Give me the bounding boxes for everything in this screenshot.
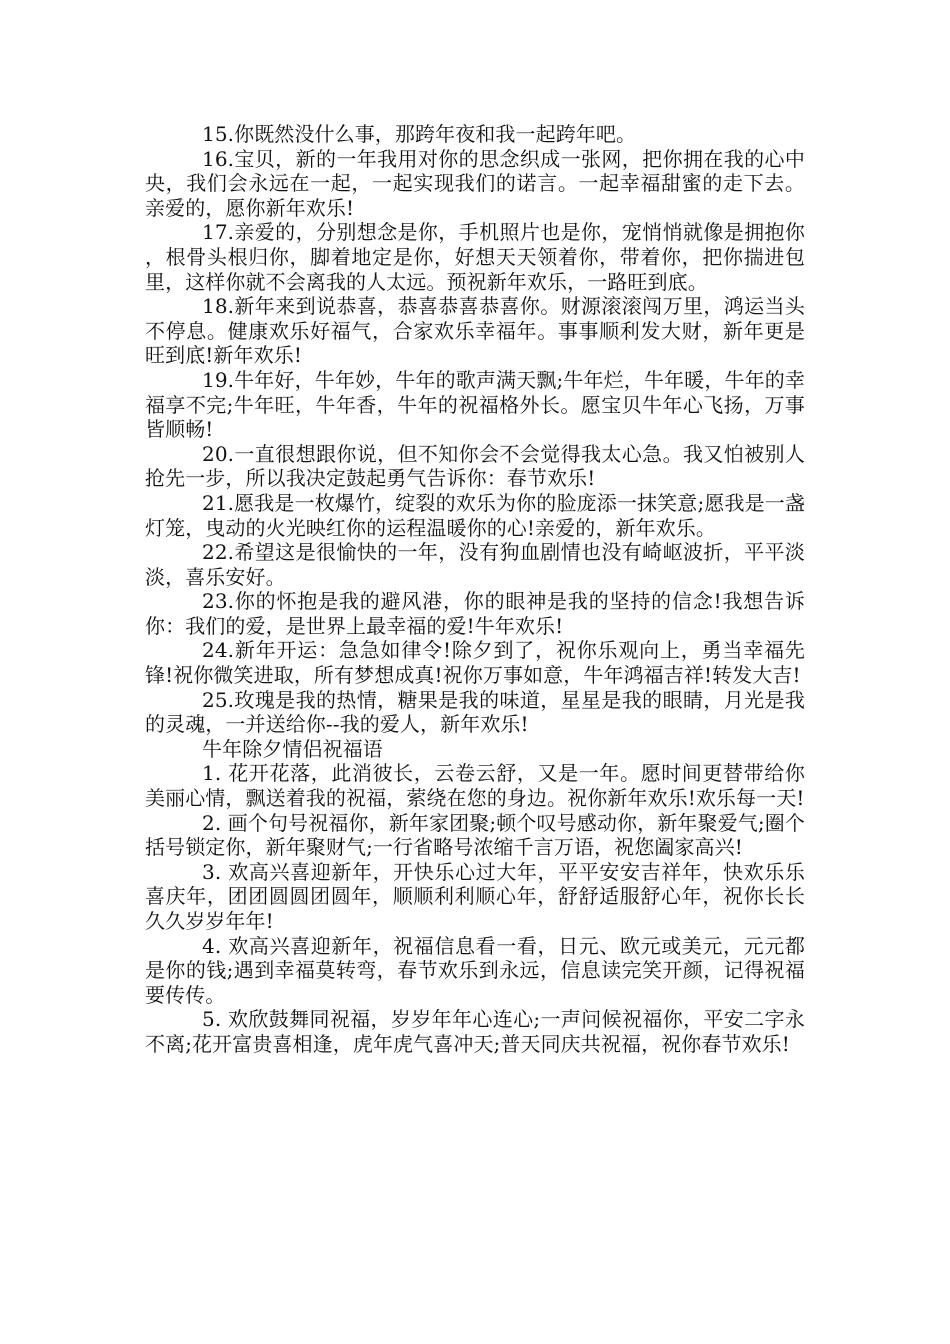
section-paragraph-1: 1. 花开花落，此消彼长，云卷云舒，又是一年。愿时间更替带给你美丽心情，飘送着我的祝福，萦绕在您的身边。祝你新年欢乐!欢乐每一天! xyxy=(145,761,805,811)
paragraph-23: 23.你的怀抱是我的避风港，你的眼神是我的坚持的信念!我想告诉你：我们的爱，是世界上最幸福的爱!牛年欢乐! xyxy=(145,589,805,638)
paragraph-22: 22.希望这是很愉快的一年，没有狗血剧情也没有崎岖波折，平平淡淡，喜乐安好。 xyxy=(145,540,805,589)
paragraph-17: 17.亲爱的，分别想念是你，手机照片也是你，宠悄悄就像是拥抱你，根骨头根归你，脚着地定是你，好想天天领着你，带着你，把你揣进包里，这样你就不会离我的人太远。预祝新年欢乐，一路旺到底。 xyxy=(145,220,805,294)
section-paragraph-5: 5. 欢欣鼓舞同祝福，岁岁年年心连心;一声问候祝福你，平安二字永不离;花开富贵喜相逢，虎年虎气喜冲天;普天同庆共祝福，祝你春节欢乐! xyxy=(145,1007,805,1056)
section-heading: 牛年除夕情侣祝福语 xyxy=(202,736,383,761)
paragraph-16: 16.宝贝，新的一年我用对你的思念织成一张网，把你拥在我的心中央，我们会永远在一起，一起实现我们的诺言。一起幸福甜蜜的走下去。亲爱的，愿你新年欢乐! xyxy=(145,146,805,220)
section-paragraph-4: 4. 欢高兴喜迎新年，祝福信息看一看，日元、欧元或美元，元元都是你的钱;遇到幸福莫转弯，春节欢乐到永远，信息读完笑开颜，记得祝福要传传。 xyxy=(145,933,805,1007)
paragraph-15: 15.你既然没什么事，那跨年夜和我一起跨年吧。 xyxy=(202,122,637,146)
paragraph-24: 24.新年开运：急急如律令!除夕到了，祝你乐观向上，勇当幸福先锋!祝你微笑进取，所有梦想成真!祝你万事如意，牛年鸿福吉祥!转发大吉! xyxy=(145,638,805,688)
document-body xyxy=(145,122,805,1057)
section-paragraph-3: 3. 欢高兴喜迎新年，开快乐心过大年，平平安安吉祥年，快欢乐乐喜庆年，团团圆圆团圆年，顺顺利利顺心年，舒舒适服舒心年，祝你长长久久岁岁年年! xyxy=(145,859,805,933)
paragraph-21: 21.愿我是一枚爆竹，绽裂的欢乐为你的脸庞添一抹笑意;愿我是一盏灯笼，曳动的火光映红你的运程温暖你的心!亲爱的，新年欢乐。 xyxy=(145,490,805,540)
paragraph-20: 20.一直很想跟你说，但不知你会不会觉得我太心急。我又怕被别人抢先一步，所以我决定鼓起勇气告诉你：春节欢乐! xyxy=(145,441,805,491)
paragraph-19: 19.牛年好，牛年妙，牛年的歌声满天飘;牛年烂，牛年暖，牛年的幸福享不完;牛年旺，牛年香，牛年的祝福格外长。愿宝贝牛年心飞扬，万事皆顺畅! xyxy=(145,367,805,442)
paragraph-18: 18.新年来到说恭喜，恭喜恭喜恭喜你。财源滚滚闯万里，鸿运当头不停息。健康欢乐好福气，合家欢乐幸福年。事事顺利发大财，新年更是旺到底!新年欢乐! xyxy=(145,294,805,368)
section-paragraph-2: 2. 画个句号祝福你，新年家团聚;顿个叹号感动你，新年聚爱气;圈个括号锁定你，新年聚财气;一行省略号浓缩千言万语，祝您阖家高兴! xyxy=(145,810,805,860)
paragraph-25: 25.玫瑰是我的热情，糖果是我的味道，星星是我的眼睛，月光是我的灵魂，一并送给你--我的爱人，新年欢乐! xyxy=(145,687,805,737)
